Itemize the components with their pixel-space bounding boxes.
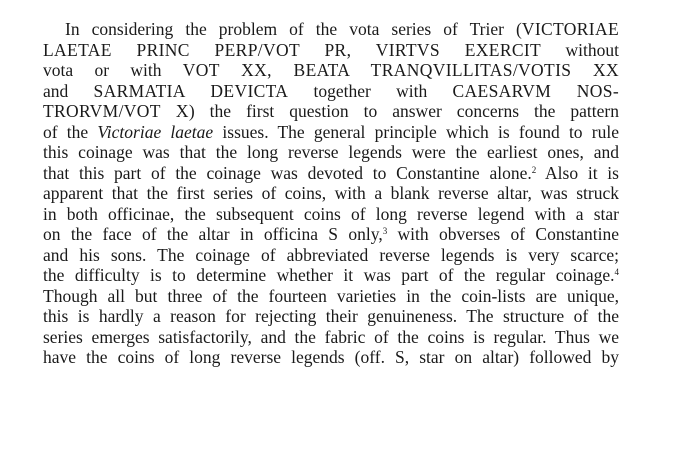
text-run: vota or with [43, 60, 183, 80]
body-paragraph [43, 19, 619, 368]
text-run: issues. The general principle which is found to rule [213, 121, 619, 142]
legend-text: VOT XX, BEATA TRANQVILLITAS/VOTIS XX [182, 60, 619, 80]
text-run: that this part of the coinage was devoted to Constantine alone. [43, 162, 532, 183]
text-run: In considering the problem of the vota series of Trier ( [65, 19, 522, 39]
text-run: Though all but three of the fourteen varieties in the coin-lists are unique, [43, 285, 619, 306]
text-line [43, 265, 619, 286]
legend-text: SARMATIA DEVICTA [93, 80, 289, 101]
text-run: have the coins of long reverse legends (off. S, star on altar) followed by [43, 347, 619, 367]
text-line [43, 19, 619, 40]
text-line [43, 306, 619, 327]
footnote-marker[interactable]: 2 [531, 164, 537, 175]
text-run: this coinage was that the long reverse legends were the earliest ones, and [43, 142, 619, 162]
text-line [43, 224, 619, 245]
text-run: Also it is [536, 162, 619, 183]
text-line [43, 40, 619, 61]
text-line [43, 204, 619, 225]
text-line [43, 245, 619, 266]
legend-text: TRORVM/VOT X [43, 101, 189, 121]
text-run: together with [288, 80, 453, 101]
text-run: apparent that the first series of coins, with a blank reverse altar, was struck [43, 183, 619, 203]
footnote-marker[interactable]: 4 [614, 267, 619, 277]
legend-text: LAETAE PRINC PERP/VOT PR, VIRTVS EXERCIT [43, 39, 542, 60]
text-line [43, 183, 619, 204]
text-line [43, 286, 619, 307]
text-line [43, 347, 619, 368]
text-run: with obverses of Constantine [387, 224, 619, 244]
text-line [43, 81, 619, 102]
text-run: without [541, 39, 619, 60]
text-run: ) the first question to answer concerns the pattern [188, 101, 619, 121]
footnote-marker[interactable]: 3 [382, 226, 388, 236]
text-run: this is hardly a reason for rejecting their genuineness. The structure of the [43, 306, 619, 326]
text-line [43, 60, 619, 81]
text-run: the difficulty is to determine whether it was part of the regular coinage. [43, 265, 615, 285]
text-run: and [43, 80, 94, 101]
text-line [43, 163, 619, 184]
legend-text: CAESARVM NOS- [452, 80, 619, 101]
italic-term: Victoriae laetae [97, 121, 214, 142]
text-line [43, 101, 619, 122]
text-run: and his sons. The coinage of abbreviated reverse legends is very scarce; [43, 244, 619, 265]
text-line [43, 122, 619, 143]
text-line [43, 142, 619, 163]
legend-text: VICTORIAE [521, 19, 619, 39]
text-run: in both officinae, the subsequent coins of long reverse legend with a star [43, 203, 619, 224]
text-run: series emerges satisfactorily, and the fabric of the coins is regular. Thus we [43, 326, 619, 347]
text-line [43, 327, 619, 348]
text-run: on the face of the altar in officina S only, [43, 224, 383, 244]
text-run: of the [43, 121, 98, 142]
